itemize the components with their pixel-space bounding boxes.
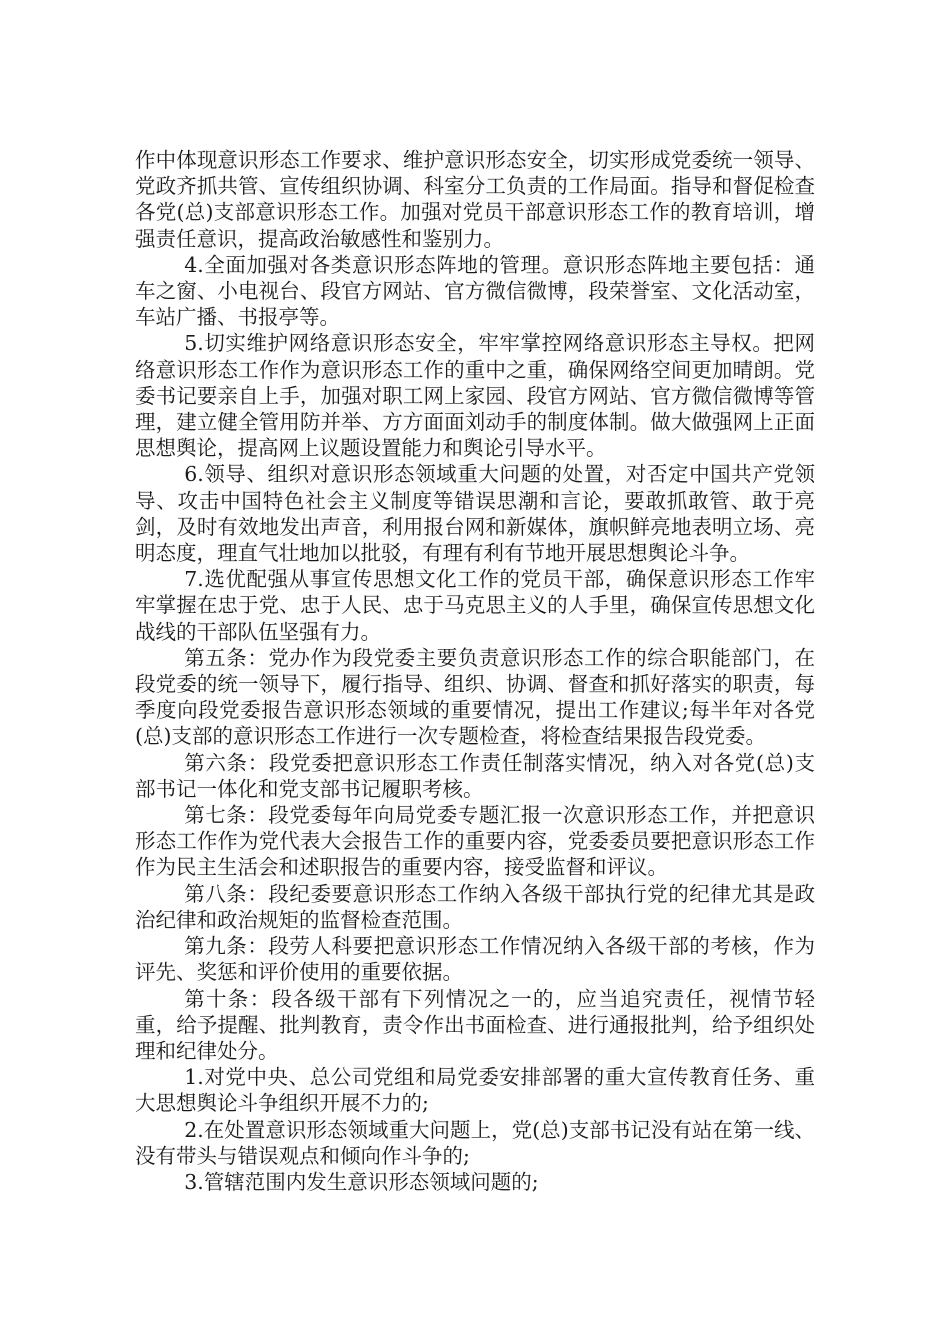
paragraph: 第七条：段党委每年向局党委专题汇报一次意识形态工作，并把意识形态工作作为党代表大会报告工作的重要内容，党委委员要把意识形态工作作为民主生活会和述职报告的重要内容，接受监督和评议。 (135, 803, 815, 880)
paragraph: 4.全面加强对各类意识形态阵地的管理。意识形态阵地主要包括：通车之窗、小电视台、段官方网站、官方微信微博，段荣誉室、文化活动室，车站广播、书报亭等。 (135, 252, 815, 330)
paragraph: 3.管辖范围内发生意识形态领域问题的; (184, 1169, 539, 1194)
paragraph: 7.选优配强从事宣传思想文化工作的党员干部，确保意识形态工作牢牢掌握在忠于党、忠于人民、忠于马克思主义的人手里，确保宣传思想文化战线的干部队伍坚强有力。 (135, 567, 815, 644)
paragraph: 作中体现意识形态工作要求、维护意识形态安全，切实形成党委统一领导、党政齐抓共管、宣传组织协调、科室分工负责的工作局面。指导和督促检查各党(总)支部意识形态工作。加强对党员干部意识形态工作的教育培训，增强责任意识，提高政治敏感性和鉴别力。 (135, 148, 815, 251)
paragraph: 1.对党中央、总公司党组和局党委安排部署的重大宣传教育任务、重大思想舆论斗争组织开展不力的; (135, 1065, 815, 1116)
paragraph: 第九条：段劳人科要把意识形态工作情况纳入各级干部的考核，作为评先、奖惩和评价使用的重要依据。 (135, 934, 815, 985)
paragraph: 5.切实维护网络意识形态安全，牢牢掌控网络意识形态主导权。把网络意识形态工作作为意识形态工作的重中之重，确保网络空间更加晴朗。党委书记要亲自上手，加强对职工网上家园、段官方网站、官方微信微博等管理，建立健全管用防并举、方方面面刘动手的制度体制。做大做强网上正面思想舆论，提高网上议题设置能力和舆论引导水平。 (135, 331, 815, 461)
paragraph: 2.在处置意识形态领域重大问题上，党(总)支部书记没有站在第一线、没有带头与错误观点和倾向作斗争的; (135, 1117, 815, 1168)
paragraph: 第八条：段纪委要意识形态工作纳入各级干部执行党的纪律尤其是政治纪律和政治规矩的监督检查范围。 (135, 881, 815, 932)
document-page (135, 147, 815, 1195)
paragraph: 第十条：段各级干部有下列情况之一的，应当追究责任，视情节轻重，给予提醒、批判教育，责令作出书面检查、进行通报批判，给予组织处理和纪律处分。 (135, 986, 815, 1063)
paragraph: 第五条：党办作为段党委主要负责意识形态工作的综合职能部门，在段党委的统一领导下，履行指导、组织、协调、督查和抓好落实的职责，每季度向段党委报告意识形态领域的重要情况，提出工作建议;每半年对各党(总)支部的意识形态工作进行一次专题检查，将检查结果报告段党委。 (135, 645, 815, 749)
paragraph: 第六条：段党委把意识形态工作责任制落实情况，纳入对各党(总)支部书记一体化和党支部书记履职考核。 (135, 750, 815, 801)
paragraph: 6.领导、组织对意识形态领域重大问题的处置，对否定中国共产党领导、攻击中国特色社会主义制度等错误思潮和言论，要敢抓敢管、敢于亮剑，及时有效地发出声音，利用报台网和新媒体，旗帜鲜亮地表明立场、亮明态度，理直气壮地加以批驳，有理有利有节地开展思想舆论斗争。 (135, 462, 815, 566)
